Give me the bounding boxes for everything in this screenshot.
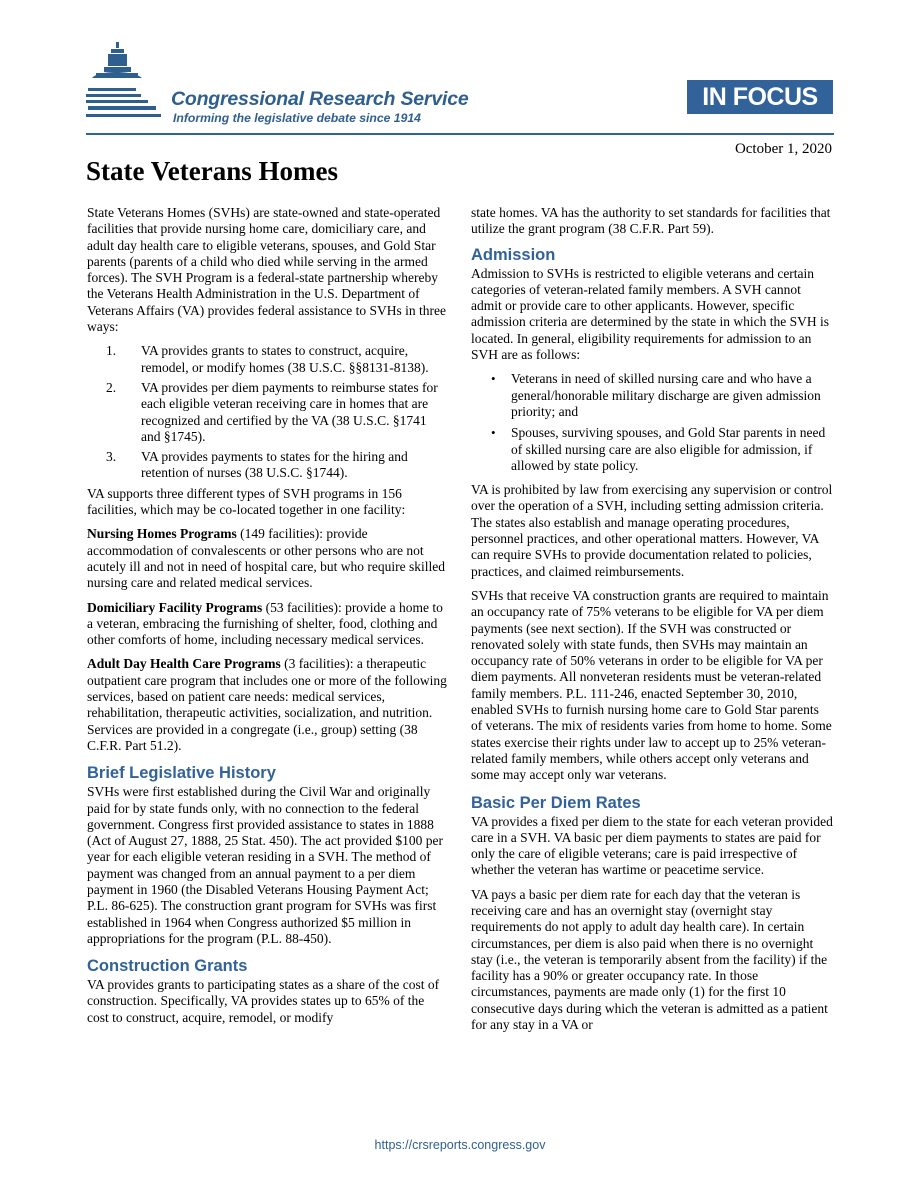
assistance-list xyxy=(87,343,449,481)
continued-paragraph: state homes. VA has the authority to set standards for facilities that utilize the grant program (38 C.F.R. Part 59). xyxy=(471,205,831,237)
occupancy-paragraph: SVHs that receive VA construction grants are required to maintain an occupancy rate of 75% veterans to be eligible for VA per diem payments (see next section). If the SVH was constructed or renovated solely with state funds, then SVHs may maintain an occupancy rate of 50% veterans in order to be eligible for VA per diem payments. All nonveteran residents must be veteran-related family members. P.L. 111-246, enacted September 30, 2010, enabled SVHs to furnish nursing home care to Gold Star parents of veterans. The mix of residents varies from home to home. Some states exercise their rights under law to accept up to 25% veteran-related family members, while others accept only veterans and some may accept only war veterans. xyxy=(471,587,832,783)
in-focus-badge: IN FOCUS xyxy=(687,80,833,114)
intro-paragraph: State Veterans Homes (SVHs) are state-owned and state-operated facilities that provide nursing home care, domiciliary care, and adult day health care to eligible veterans, spouses, and Gold Star parents (parents of a child who died while serving in the armed forces). The SVH Program is a federal-state partnership whereby the Veterans Health Administration in the U.S. Department of Veterans Affairs (VA) provides federal assistance to SVHs in three ways: xyxy=(87,205,447,335)
construction-heading: Construction Grants xyxy=(87,957,248,976)
construction-paragraph: VA provides grants to participating states as a share of the cost of construction. Specifically, VA provides states up to 65% of the cost to construct, acquire, remodel, or modify xyxy=(87,977,440,1025)
org-name: Congressional Research Service xyxy=(171,88,469,110)
publication-date: October 1, 2020 xyxy=(734,141,832,157)
header-rule xyxy=(86,133,834,135)
program-nursing-homes: Nursing Homes Programs (149 facilities): provide accommodation of convalescents or other persons who are not acutely ill and not in need of hospital care, but who require skilled nursing care and related medical services. xyxy=(87,526,446,591)
list-item: • Spouses, surviving spouses, and Gold Star parents in need of skilled nursing care are also eligible for admission, if allowed by state policy. xyxy=(471,425,833,474)
list-item: • Veterans in need of skilled nursing care and who have a general/honorable military discharge are given admission priority; and xyxy=(471,371,833,420)
history-heading: Brief Legislative History xyxy=(87,764,276,783)
org-tagline: Informing the legislative debate since 1914 xyxy=(173,111,421,125)
footer-url-link[interactable]: https://crsreports.congress.gov xyxy=(374,1138,546,1152)
per-diem-paragraph-1: VA provides a fixed per diem to the state for each veteran provided care in a SVH. VA basic per diem payments to states are paid for only the care of eligible veterans; care is paid irrespective of whether the veteran has wartime or peacetime service. xyxy=(471,813,833,878)
supervision-paragraph: VA is prohibited by law from exercising any supervision or control over the operation of a SVH, including setting admission criteria. The states also establish and manage operating procedures, personnel practices, and other operational matters. However, VA can require SVHs to provide documentation related to policies, practices, and claimed reimbursements. xyxy=(471,482,833,579)
left-column xyxy=(87,205,449,1034)
types-intro: VA supports three different types of SVH programs in 156 facilities, which may be co-located together in one facility: xyxy=(87,485,406,518)
page-title: State Veterans Homes xyxy=(86,156,338,186)
history-paragraph: SVHs were first established during the Civil War and originally paid for by state funds only, with no connection to the federal government. Congress first provided assistance to states in 1888 (Act of August 27, 1888, 25 Stat. 450). The act provided $100 per year for each eligible veteran residing in a SVH. The method of payment was changed from an annual payment to a per diem payment in 1960 (the Disabled Veterans Housing Payment Act; P.L. 86-625). The construction grant program for SVHs was first established in 1964 when Congress authorized $5 million in appropriations for the program (P.L. 88-450). xyxy=(87,784,443,946)
program-adult-day-health: Adult Day Health Care Programs (3 facilities): a therapeutic outpatient care program that includes one or more of the following services, based on patient care needs: medical services, rehabilitation, therapeutic activities, socialization, and nutrition. Services are provided in a congregate (i.e., group) setting (38 C.F.R. Part 51.2). xyxy=(87,656,447,753)
eligibility-list xyxy=(471,371,833,474)
list-item: 3. VA provides payments to states for the hiring and retention of nurses (38 U.S.C. §1744). xyxy=(106,449,408,481)
right-column xyxy=(471,205,833,1041)
admission-paragraph: Admission to SVHs is restricted to eligible veterans and certain categories of veteran-related family members. A SVH cannot admit or provide care to other applicants. However, specific admission criteria are determined by the state in which the SVH is located. In general, eligibility requirements for admission to an SVH are as follows: xyxy=(471,265,830,363)
per-diem-paragraph-2: VA pays a basic per diem rate for each day that the veteran is receiving care and has an overnight stay (overnight stay requirements do not apply to adult day health care). In certain circumstances, per diem is also paid when there is no overnight stay (i.e., the veteran is temporarily absent from the facility) if the facility has a 90% or greater occupancy rate. In those circumstances, payments are made only (1) for the first 10 consecutive days during which the veteran is admitted as a patient for any stay in a VA or xyxy=(471,886,828,1033)
admission-heading: Admission xyxy=(471,245,556,264)
list-item: 2. VA provides per diem payments to reimburse states for each eligible veteran receiving care in homes that are recognized and certified by the VA (38 U.S.C. §1741 and §1745). xyxy=(106,379,438,444)
list-item: 1. VA provides grants to states to construct, acquire, remodel, or modify homes (38 U.S.C. §§8131-8138). xyxy=(106,343,429,375)
program-domiciliary: Domiciliary Facility Programs (53 facilities): provide a home to a veteran, embracing the furnishing of shelter, food, clothing and other comforts of home, including necessary medical services. xyxy=(87,599,443,648)
per-diem-heading: Basic Per Diem Rates xyxy=(471,793,641,812)
